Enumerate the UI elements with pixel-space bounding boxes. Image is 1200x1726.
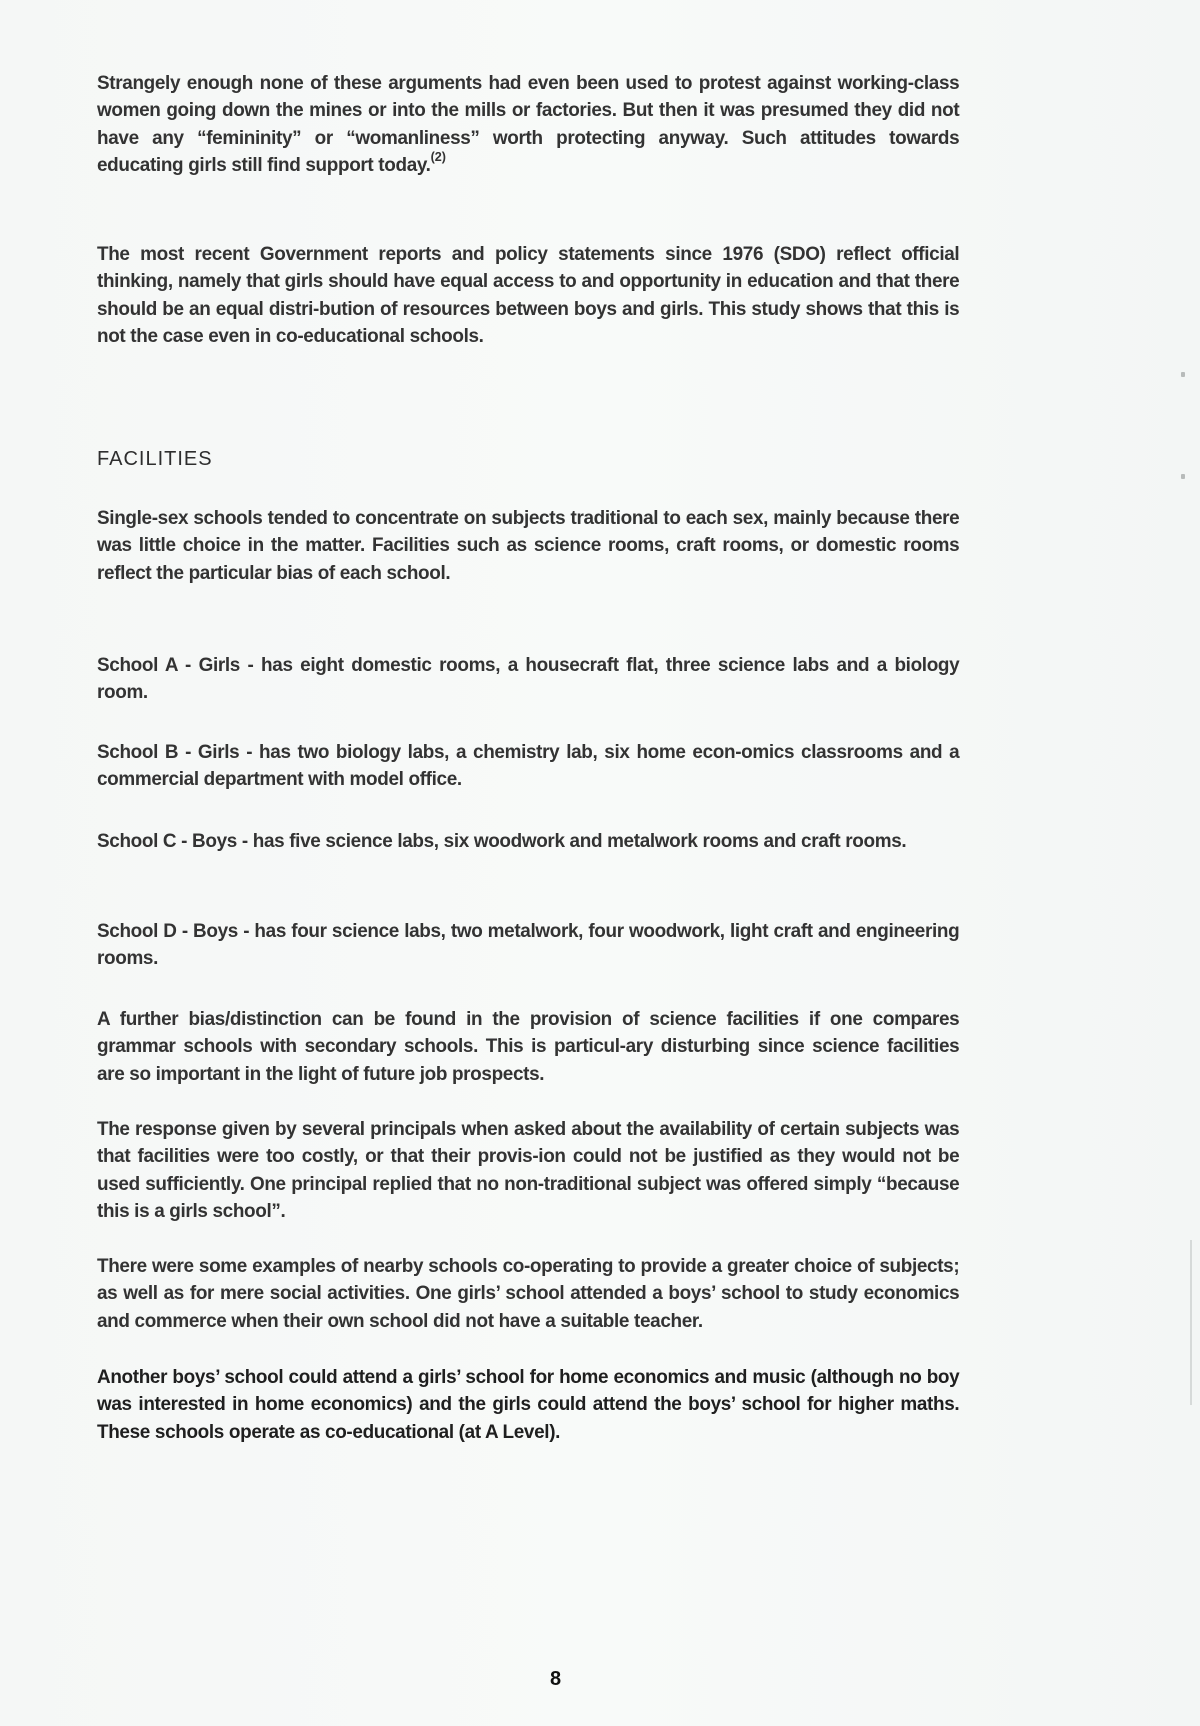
scan-edge-line	[1190, 1240, 1192, 1405]
page-number: 8	[550, 1668, 562, 1690]
scan-speck	[1181, 372, 1185, 377]
footnote-marker: (2)	[430, 149, 446, 165]
paragraph-government-reports: The most recent Government reports and policy statements since 1976 (SDO) reflect official thinking, namely that girls should have equal access to and opportunity in education and that there should be an equal distri-bution of resources between boys and girls. This study shows that this is not the case even in co-educational schools.	[97, 243, 960, 348]
paragraph-schools-cooperating: There were some examples of nearby schools co-operating to provide a greater choice of subjects; as well as for mere social activities. One girls’ school attended a boys’ school to study economics and commerce when their own school did not have a suitable teacher.	[97, 1255, 960, 1332]
paragraph-boys-school-attend: Another boys’ school could attend a girls’ school for home economics and music (although no boy was interested in home economics) and the girls could attend the boys’ school for higher maths. These schools operate as co-educational (at A Level).	[97, 1366, 960, 1443]
school-d-description: School D - Boys - has four science labs, two metalwork, four woodwork, light craft and engineering rooms.	[97, 920, 960, 970]
section-heading-facilities: FACILITIES	[97, 448, 213, 470]
paragraph-facilities-intro: Single-sex schools tended to concentrate on subjects traditional to each sex, mainly because there was little choice in the matter. Facilities such as science rooms, craft rooms, or domestic rooms reflect the particular bias of each school.	[97, 507, 960, 584]
paragraph-text: Strangely enough none of these arguments had even been used to protest against working-class women going down the mines or into the mills or factories. But then it was presumed they did not have any “femininity” or “womanliness” worth protecting anyway. Such attitudes towards educating girls still find support today.	[97, 72, 960, 177]
scan-speck	[1181, 474, 1185, 479]
paragraph-working-class-women	[97, 70, 959, 180]
paragraph-science-bias: A further bias/distinction can be found in the provision of science facilities if one compares grammar schools with secondary schools. This is particul-ary disturbing since science facilities are so important in the light of future job prospects.	[97, 1008, 960, 1085]
school-c-description: School C - Boys - has five science labs, six woodwork and metalwork rooms and craft rooms.	[97, 830, 907, 852]
school-b-description: School B - Girls - has two biology labs, a chemistry lab, six home econ-omics classrooms and a commercial department with model office.	[97, 741, 960, 791]
school-a-description: School A - Girls - has eight domestic rooms, a housecraft flat, three science labs and a biology room.	[97, 654, 960, 704]
paragraph-principals-response: The response given by several principals when asked about the availability of certain subjects was that facilities were too costly, or that their provis-ion could not be justified as they would not be used sufficiently. One principal replied that no non-traditional subject was offered simply “because this is a girls school”.	[97, 1118, 960, 1223]
